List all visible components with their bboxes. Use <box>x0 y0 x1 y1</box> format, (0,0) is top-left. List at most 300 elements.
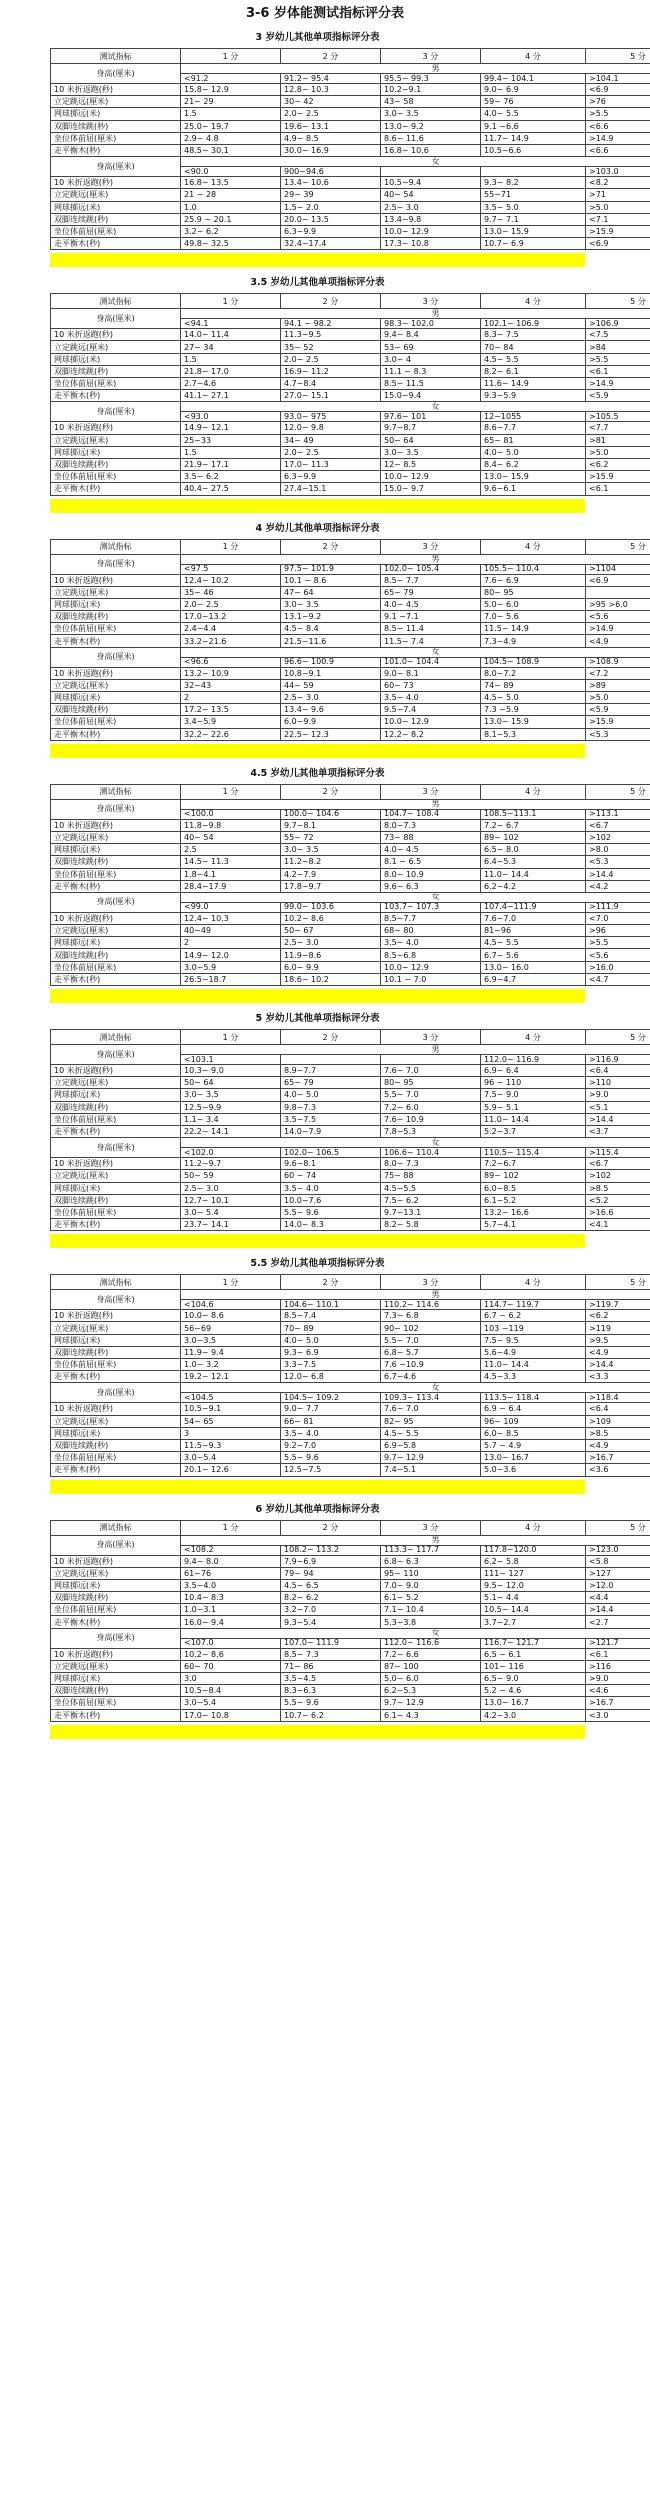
value-cell: 3.5~7.5 <box>281 1113 381 1125</box>
value-cell: <4.4 <box>586 1592 650 1604</box>
value-cell: 7.4~5.1 <box>381 1464 481 1476</box>
value-cell: 2.0~ 2.5 <box>181 598 281 610</box>
sex-row <box>51 1138 650 1148</box>
value-cell: >1104 <box>586 564 650 574</box>
indicator-label: 10 米折返跑(秒) <box>51 1403 181 1415</box>
indicator-label: 走平衡木(秒) <box>51 144 181 156</box>
value-cell: 7.2~ 6.6 <box>381 1648 481 1660</box>
value-cell: 34~ 49 <box>281 434 381 446</box>
table-row <box>51 1158 650 1170</box>
value-cell: 8.3~6.3 <box>281 1685 381 1697</box>
sex-label: 女 <box>181 892 650 902</box>
height-label: 身高(厘米) <box>51 64 181 84</box>
value-cell: 16.0~ 9.4 <box>181 1616 281 1628</box>
indicator-label: 立定跳远(厘米) <box>51 679 181 691</box>
value-cell: 21.8~ 17.0 <box>181 365 281 377</box>
table-row <box>51 844 650 856</box>
value-cell: 32~43 <box>181 679 281 691</box>
value-cell: 6.5~ 8.0 <box>481 844 586 856</box>
table-row <box>51 201 650 213</box>
sex-label: 女 <box>181 1383 650 1393</box>
value-cell: <5.8 <box>586 1555 650 1567</box>
value-cell: 3.0~5.4 <box>181 1697 281 1709</box>
value-cell: 60~ 73 <box>381 679 481 691</box>
table-row <box>51 1415 650 1427</box>
value-cell: 75~ 88 <box>381 1170 481 1182</box>
value-cell: 12~ 8.5 <box>381 458 481 470</box>
value-cell: 21.5~11.6 <box>281 635 381 647</box>
value-cell: 4.5~3.3 <box>481 1371 586 1383</box>
value-cell: 5.0~3.6 <box>481 1464 586 1476</box>
value-cell: 9.7~ 12.9 <box>381 1452 481 1464</box>
value-cell: 2.5~ 3.0 <box>381 201 481 213</box>
indicator-label: 10 米折返跑(秒) <box>51 819 181 831</box>
table-row <box>51 1709 650 1721</box>
indicator-label: 走平衡木(秒) <box>51 880 181 892</box>
value-cell: <5.2 <box>586 1194 650 1206</box>
table-row <box>51 679 650 691</box>
indicator-label: 走平衡木(秒) <box>51 1371 181 1383</box>
value-cell: 3.4~5.9 <box>181 716 281 728</box>
sex-row <box>51 1535 650 1545</box>
value-cell: <108.2 <box>181 1545 281 1555</box>
value-cell: 8.5~6.8 <box>381 949 481 961</box>
value-cell: 9.1 ~6.6 <box>481 120 586 132</box>
value-cell: >105.5 <box>586 412 650 422</box>
value-cell: >123.0 <box>586 1545 650 1555</box>
value-cell: 104.5~ 108.9 <box>481 657 586 667</box>
value-cell: 9.4~ 8.4 <box>381 329 481 341</box>
value-cell: <102.0 <box>181 1148 281 1158</box>
value-cell: 3.2~ 6.2 <box>181 225 281 237</box>
value-cell: <94.1 <box>181 319 281 329</box>
value-cell: 8.1~5.3 <box>481 728 586 740</box>
table-row <box>51 238 650 250</box>
value-cell: 6.8~ 5.7 <box>381 1346 481 1358</box>
value-cell: 15.0~9.4 <box>381 390 481 402</box>
table-row <box>51 1697 650 1709</box>
value-cell: <7.2 <box>586 667 650 679</box>
sex-row <box>51 647 650 657</box>
value-cell: 2.5~ 3.0 <box>181 1182 281 1194</box>
value-cell: <7.1 <box>586 213 650 225</box>
indicator-label: 坐位体前屈(厘米) <box>51 471 181 483</box>
value-cell: >121.7 <box>586 1638 650 1648</box>
table-row <box>51 120 650 132</box>
value-cell: 4.2~7.9 <box>281 868 381 880</box>
table-row <box>51 144 650 156</box>
header-cell: 测试指标 <box>51 784 181 799</box>
section-title: 5 岁幼儿其他单项指标评分表 <box>255 1013 380 1024</box>
highlight-bar <box>50 744 585 758</box>
indicator-label: 坐位体前屈(厘米) <box>51 1113 181 1125</box>
height-label: 身高(厘米) <box>51 1290 181 1310</box>
value-cell: 6.9~ 6.4 <box>481 1065 586 1077</box>
header-cell: 2 分 <box>281 294 381 309</box>
value-cell: 17.0~13.2 <box>181 611 281 623</box>
header-cell: 测试指标 <box>51 1520 181 1535</box>
value-cell: >14.4 <box>586 1359 650 1371</box>
sex-label: 男 <box>181 64 650 74</box>
header-cell: 1 分 <box>181 1520 281 1535</box>
value-cell: 9.8~7.3 <box>281 1101 381 1113</box>
value-cell: 55~ 72 <box>281 831 381 843</box>
table-row <box>51 108 650 120</box>
header-cell: 3 分 <box>381 1520 481 1535</box>
header-cell: 测试指标 <box>51 294 181 309</box>
value-cell: >113.1 <box>586 809 650 819</box>
value-cell: 14.0~ 11.4 <box>181 329 281 341</box>
value-cell: 3.5~ 4.0 <box>281 1182 381 1194</box>
header-cell: 测试指标 <box>51 1030 181 1045</box>
value-cell: 32.2~ 22.6 <box>181 728 281 740</box>
value-cell: <96.6 <box>181 657 281 667</box>
value-cell: 6.5~ 9.0 <box>481 1673 586 1685</box>
header-cell: 4 分 <box>481 294 586 309</box>
value-cell: 49.8~ 32.5 <box>181 238 281 250</box>
value-cell: 13.0~ 16.7 <box>481 1697 586 1709</box>
value-cell: 8.0~7.2 <box>481 667 586 679</box>
value-cell: 10.2~ 8.6 <box>181 1648 281 1660</box>
value-cell: 5.0~ 6.0 <box>381 1673 481 1685</box>
value-cell: 3.5~4.0 <box>181 1579 281 1591</box>
value-cell: >5.0 <box>586 692 650 704</box>
value-cell: 5.2~3.7 <box>481 1125 586 1137</box>
header-cell: 5 分 <box>586 1275 650 1290</box>
indicator-label: 网球掷远(米) <box>51 446 181 458</box>
value-cell: 11.2~9.7 <box>181 1158 281 1170</box>
indicator-label: 网球掷远(米) <box>51 201 181 213</box>
value-cell: >8.5 <box>586 1427 650 1439</box>
value-cell: 10.2~ 8.6 <box>281 912 381 924</box>
table-row <box>51 471 650 483</box>
value-cell: 16.8~ 10.6 <box>381 144 481 156</box>
value-cell: 9.6~6.1 <box>481 483 586 495</box>
value-cell: 3.0~ 3.5 <box>281 844 381 856</box>
value-cell: 3.5~ 4.0 <box>381 937 481 949</box>
value-cell: 3.0~ 3.5 <box>281 598 381 610</box>
value-cell: 99.4~ 104.1 <box>481 74 586 84</box>
table-row <box>51 225 650 237</box>
table-row <box>51 623 650 635</box>
table-row <box>51 1346 650 1358</box>
value-cell: 112.0~ 116.9 <box>481 1055 586 1065</box>
value-cell: 101~ 116 <box>481 1660 586 1672</box>
sex-row <box>51 1045 650 1055</box>
table-row <box>51 692 650 704</box>
value-cell: <3.6 <box>586 1464 650 1476</box>
value-cell: 1.0 <box>181 201 281 213</box>
value-cell: 27~ 34 <box>181 341 281 353</box>
table-row <box>51 1113 650 1125</box>
value-cell: 2.7~4.6 <box>181 378 281 390</box>
value-cell: 12.2~ 8.2 <box>381 728 481 740</box>
value-cell: 101.0~ 104.4 <box>381 657 481 667</box>
value-cell: 97.6~ 101 <box>381 412 481 422</box>
table-row <box>51 458 650 470</box>
header-cell: 1 分 <box>181 1275 281 1290</box>
value-cell: 6.3~9.9 <box>281 471 381 483</box>
value-cell: 4.5~ 5.0 <box>481 692 586 704</box>
value-cell: 21.9~ 17.1 <box>181 458 281 470</box>
indicator-label: 10 米折返跑(秒) <box>51 84 181 96</box>
value-cell: 3.0~5.4 <box>181 1452 281 1464</box>
value-cell: 6.2~5.3 <box>381 1685 481 1697</box>
height-label: 身高(厘米) <box>51 1535 181 1555</box>
score-table <box>50 293 650 495</box>
value-cell: 6.2~ 5.8 <box>481 1555 586 1567</box>
value-cell: 13.0~ 15.9 <box>481 471 586 483</box>
value-cell: 29~ 39 <box>281 189 381 201</box>
value-cell: >16.6 <box>586 1206 650 1218</box>
value-cell: 10.5~8.4 <box>181 1685 281 1697</box>
value-cell: 5.3~3.8 <box>381 1616 481 1628</box>
indicator-label: 立定跳远(厘米) <box>51 96 181 108</box>
value-cell: 7.6~ 10.9 <box>381 1113 481 1125</box>
value-cell: <6.9 <box>586 84 650 96</box>
indicator-label: 双脚连续跳(秒) <box>51 120 181 132</box>
value-cell: 9.7~ 7.1 <box>481 213 586 225</box>
highlight-bar <box>50 1480 585 1494</box>
indicator-label: 坐位体前屈(厘米) <box>51 132 181 144</box>
table-row <box>51 84 650 96</box>
section-title: 6 岁幼儿其他单项指标评分表 <box>255 1503 380 1515</box>
value-cell: 9.1 ~7.1 <box>381 611 481 623</box>
value-cell: >106.9 <box>586 319 650 329</box>
value-cell: 113.3~ 117.7 <box>381 1545 481 1555</box>
value-cell: 1.0~3.1 <box>181 1604 281 1616</box>
value-cell: 3.3~7.5 <box>281 1359 381 1371</box>
value-cell: 99.0~ 103.6 <box>281 902 381 912</box>
value-cell: 56~69 <box>181 1322 281 1334</box>
value-cell: 17.8~9.7 <box>281 880 381 892</box>
indicator-label: 立定跳远(厘米) <box>51 1660 181 1672</box>
value-cell: 6.4~5.3 <box>481 856 586 868</box>
indicator-label: 立定跳远(厘米) <box>51 434 181 446</box>
value-cell: <4.2 <box>586 880 650 892</box>
value-cell: 2.0~ 2.5 <box>281 108 381 120</box>
value-cell: 95~ 110 <box>381 1567 481 1579</box>
value-cell: >14.4 <box>586 868 650 880</box>
value-cell: 10.7~ 6.2 <box>281 1709 381 1721</box>
header-cell: 1 分 <box>181 1030 281 1045</box>
value-cell: 97.5~ 101.9 <box>281 564 381 574</box>
value-cell: 6.8~ 6.3 <box>381 1555 481 1567</box>
table-row <box>51 704 650 716</box>
value-cell: 2.5 <box>181 844 281 856</box>
value-cell: 21 ~ 28 <box>181 189 281 201</box>
value-cell: 4.7~8.4 <box>281 378 381 390</box>
value-cell: 4.5~ 5.5 <box>381 1427 481 1439</box>
value-cell: <2.7 <box>586 1616 650 1628</box>
height-label: 身高(厘米) <box>51 892 181 912</box>
value-cell: 14.0~ 8.3 <box>281 1219 381 1231</box>
score-table-block <box>50 1254 646 1493</box>
table-row <box>51 341 650 353</box>
sex-row <box>51 799 650 809</box>
value-cell: <6.2 <box>586 458 650 470</box>
value-cell: 40~ 54 <box>381 189 481 201</box>
indicator-label: 走平衡木(秒) <box>51 238 181 250</box>
value-cell: 10.5~ 14.4 <box>481 1604 586 1616</box>
value-cell: 1.5~ 2.0 <box>281 201 381 213</box>
value-cell: 6.9~5.8 <box>381 1439 481 1451</box>
value-cell: 2.5~ 3.0 <box>281 937 381 949</box>
value-cell: 10.0~ 12.9 <box>381 225 481 237</box>
indicator-label: 双脚连续跳(秒) <box>51 458 181 470</box>
value-cell: >104.1 <box>586 74 650 84</box>
table-row <box>51 1194 650 1206</box>
value-cell: 13.0~ 15.9 <box>481 225 586 237</box>
value-cell: 10.0~ 12.9 <box>381 471 481 483</box>
score-table-block <box>50 1009 646 1248</box>
value-cell <box>481 167 586 177</box>
value-cell: 44~ 59 <box>281 679 381 691</box>
value-cell: >14.4 <box>586 1113 650 1125</box>
table-row <box>51 949 650 961</box>
sex-row <box>51 402 650 412</box>
value-cell: 8.0~ 10.9 <box>381 868 481 880</box>
value-cell: 7.2~ 6.0 <box>381 1101 481 1113</box>
value-cell: 50~ 64 <box>181 1077 281 1089</box>
value-cell: 12.0~ 6.8 <box>281 1371 381 1383</box>
value-cell: 103.7~ 107.3 <box>381 902 481 912</box>
value-cell: 12~1055 <box>481 412 586 422</box>
table-row <box>51 937 650 949</box>
value-cell: <6.6 <box>586 120 650 132</box>
value-cell: 7.6 ~10.9 <box>381 1359 481 1371</box>
value-cell: 25.0~ 19.7 <box>181 120 281 132</box>
indicator-label: 走平衡木(秒) <box>51 1219 181 1231</box>
value-cell: <7.7 <box>586 422 650 434</box>
value-cell: 102.1~ 106.9 <box>481 319 586 329</box>
value-cell: 40.4~ 27.5 <box>181 483 281 495</box>
indicator-label: 双脚连续跳(秒) <box>51 1101 181 1113</box>
value-cell: <6.4 <box>586 1403 650 1415</box>
table-row <box>51 1592 650 1604</box>
value-cell: 5.7~4.1 <box>481 1219 586 1231</box>
value-cell: 9.3~5.9 <box>481 390 586 402</box>
value-cell: <5.6 <box>586 611 650 623</box>
value-cell: 11.7~ 14.9 <box>481 132 586 144</box>
value-cell: 10.0~7.6 <box>281 1194 381 1206</box>
value-cell: <103.1 <box>181 1055 281 1065</box>
table-row <box>51 1616 650 1628</box>
value-cell: 28.4~17.9 <box>181 880 281 892</box>
table-row <box>51 586 650 598</box>
value-cell: 89~ 102 <box>481 831 586 843</box>
table-row <box>51 1464 650 1476</box>
value-cell: <4.1 <box>586 1219 650 1231</box>
value-cell: 5.5~ 9.6 <box>281 1206 381 1218</box>
value-cell: 108.5~113.1 <box>481 809 586 819</box>
value-cell: 27.4~15.1 <box>281 483 381 495</box>
value-cell: 9.0~ 8.1 <box>381 667 481 679</box>
value-cell: 26.5~18.7 <box>181 973 281 985</box>
value-cell: 3.0~3.5 <box>181 1334 281 1346</box>
score-table-block <box>50 1500 646 1739</box>
value-cell: <4.9 <box>586 1439 650 1451</box>
score-table-block <box>50 273 646 512</box>
value-cell: 8.1 ~ 6.5 <box>381 856 481 868</box>
value-cell: >102 <box>586 1170 650 1182</box>
sex-label: 女 <box>181 647 650 657</box>
header-cell: 2 分 <box>281 49 381 64</box>
header-cell: 3 分 <box>381 1275 481 1290</box>
value-cell: 1.8~4.1 <box>181 868 281 880</box>
value-cell: 68~ 80 <box>381 925 481 937</box>
value-cell: 13.0~ 15.9 <box>481 716 586 728</box>
indicator-label: 双脚连续跳(秒) <box>51 1346 181 1358</box>
value-cell: >118.4 <box>586 1393 650 1403</box>
value-cell: 11.6~ 14.9 <box>481 378 586 390</box>
value-cell: 12.5~9.9 <box>181 1101 281 1113</box>
indicator-label: 双脚连续跳(秒) <box>51 1194 181 1206</box>
value-cell: 104.5~ 109.2 <box>281 1393 381 1403</box>
table-row <box>51 912 650 924</box>
value-cell: 4.0~ 5.0 <box>281 1089 381 1101</box>
indicator-label: 双脚连续跳(秒) <box>51 704 181 716</box>
table-row <box>51 1604 650 1616</box>
value-cell: 9.7~8.7 <box>381 422 481 434</box>
value-cell: 11.5~ 14.9 <box>481 623 586 635</box>
value-cell: 17.0~ 10.8 <box>181 1709 281 1721</box>
indicator-label: 坐位体前屈(厘米) <box>51 378 181 390</box>
value-cell: 10.5~9.4 <box>381 177 481 189</box>
indicator-label: 立定跳远(厘米) <box>51 1415 181 1427</box>
value-cell: 3.0 <box>181 1673 281 1685</box>
sex-label: 女 <box>181 157 650 167</box>
value-cell: 30~ 42 <box>281 96 381 108</box>
value-cell: 16.8~ 13.5 <box>181 177 281 189</box>
indicator-label: 10 米折返跑(秒) <box>51 1158 181 1170</box>
indicator-label: 10 米折返跑(秒) <box>51 574 181 586</box>
value-cell: >9.0 <box>586 1673 650 1685</box>
value-cell: 47~ 64 <box>281 586 381 598</box>
sex-label: 女 <box>181 1138 650 1148</box>
value-cell: >119.7 <box>586 1300 650 1310</box>
header-cell: 1 分 <box>181 49 281 64</box>
value-cell: >115.4 <box>586 1148 650 1158</box>
sections-container <box>0 28 650 1739</box>
value-cell: 2.0~ 2.5 <box>281 446 381 458</box>
value-cell: 11.9~ 9.4 <box>181 1346 281 1358</box>
table-row <box>51 1452 650 1464</box>
value-cell: 94.1 ~ 98.2 <box>281 319 381 329</box>
table-row <box>51 132 650 144</box>
table-row <box>51 1648 650 1660</box>
highlight-bar <box>50 1725 585 1739</box>
value-cell: 15.0~ 9.7 <box>381 483 481 495</box>
indicator-label: 坐位体前屈(厘米) <box>51 623 181 635</box>
indicator-label: 网球掷远(米) <box>51 598 181 610</box>
page-title: 3-6 岁体能测试指标评分表 <box>245 6 404 21</box>
value-cell: 22.5~ 12.3 <box>281 728 381 740</box>
indicator-label: 双脚连续跳(秒) <box>51 1592 181 1604</box>
value-cell: <104.6 <box>181 1300 281 1310</box>
value-cell: 50~ 67 <box>281 925 381 937</box>
value-cell: <6.7 <box>586 819 650 831</box>
value-cell: >76 <box>586 96 650 108</box>
value-cell: 13.2~ 16.6 <box>481 1206 586 1218</box>
value-cell: 7.6~ 6.9 <box>481 574 586 586</box>
value-cell: 4.0~ 5.0 <box>281 1334 381 1346</box>
value-cell: 96~ 109 <box>481 1415 586 1427</box>
header-cell: 3 分 <box>381 784 481 799</box>
table-row <box>51 329 650 341</box>
header-row <box>51 294 650 309</box>
score-table <box>50 48 650 250</box>
